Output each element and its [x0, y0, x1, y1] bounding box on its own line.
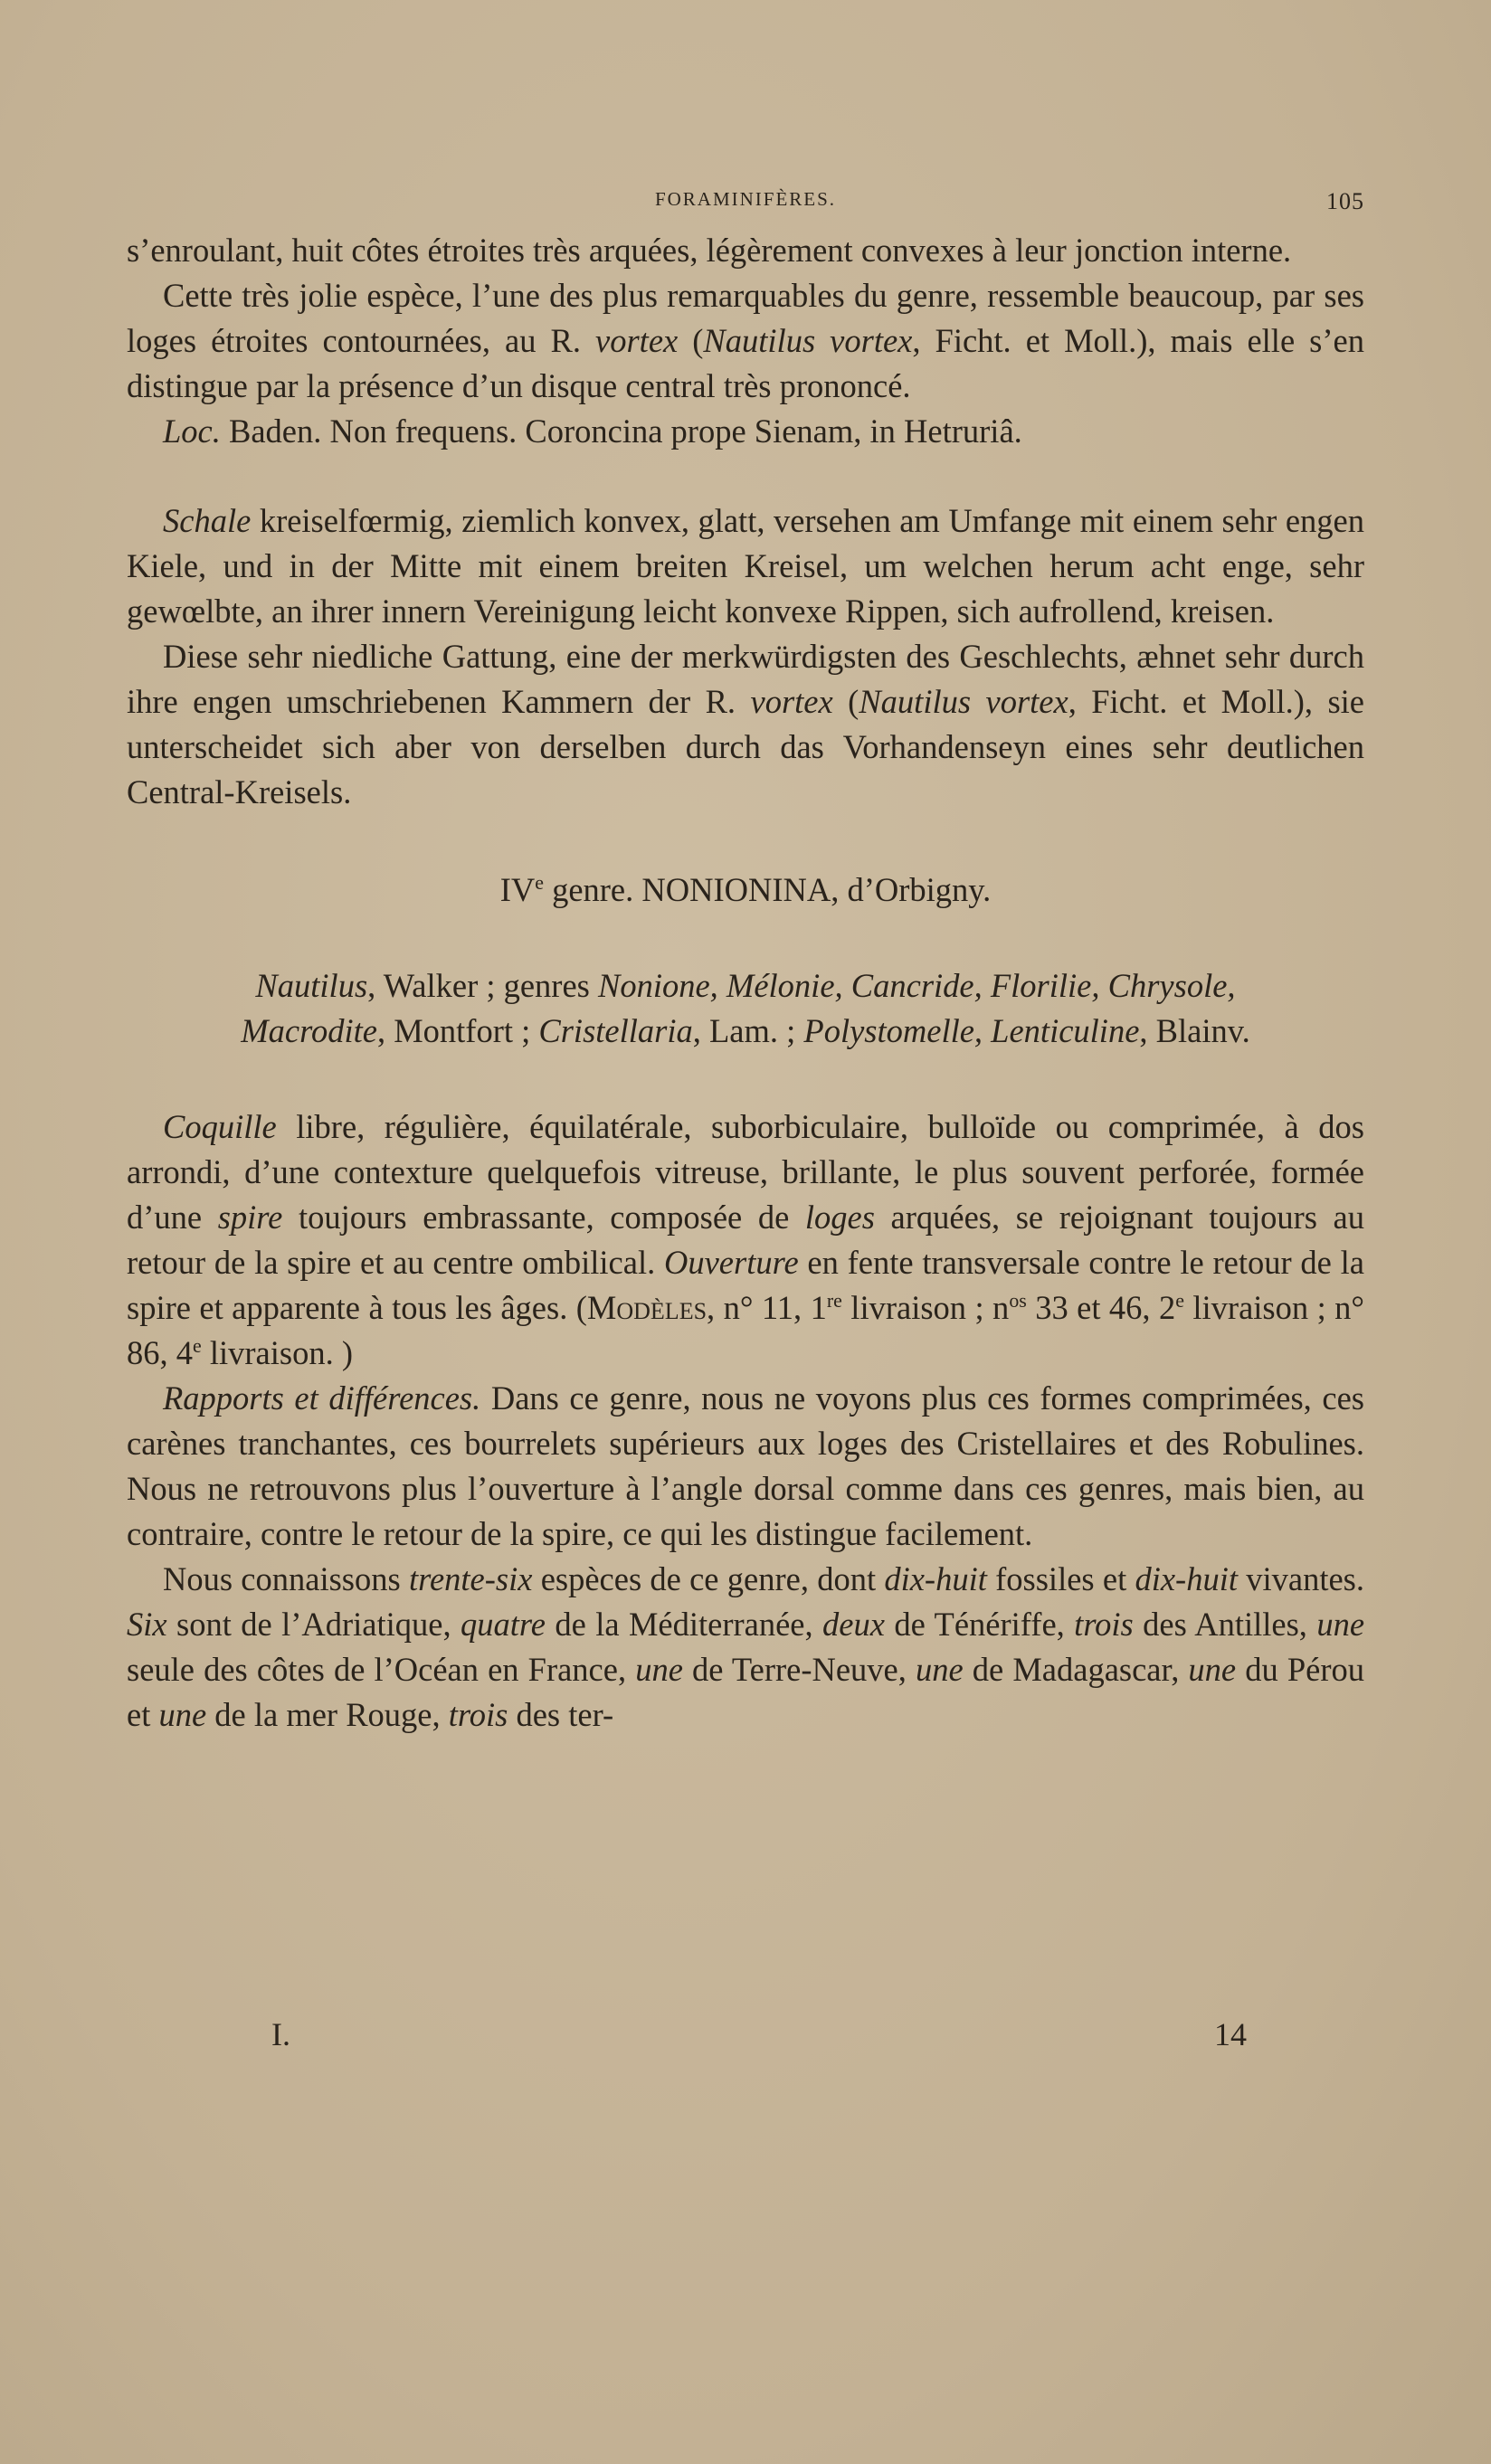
paragraph-coquille — [127, 1104, 1364, 1376]
italic-span: une — [915, 1651, 964, 1688]
text-span: de la Méditerranée, — [545, 1606, 823, 1643]
text-span: de Terre-Neuve, — [682, 1651, 916, 1688]
superscript: os — [1009, 1288, 1027, 1312]
text-span: , Montfort ; — [376, 1012, 539, 1049]
text-span: arquées, se rejoignant toujours au retour de la spire et au centre ombilical. — [127, 1199, 1364, 1281]
text-span: de Ténériffe, — [884, 1606, 1075, 1643]
text-span: des ter- — [508, 1696, 614, 1733]
text-span: , Walker ; genres — [367, 967, 598, 1004]
italic-span: une — [1316, 1606, 1365, 1643]
text-span: , Blainv. — [1139, 1012, 1250, 1049]
paragraph-continuation: s’enroulant, huit côtes étroites très arquées, légèrement convexes à leur jonction interne. — [127, 232, 1292, 269]
italic-span: Loc. — [163, 412, 221, 450]
paragraph-species-count — [127, 1557, 1364, 1738]
italic-span: quatre — [461, 1606, 546, 1643]
italic-span: Nonione, Mélonie, Cancride, Florilie, Chrysole, Macrodite — [241, 967, 1236, 1049]
italic-span: Schale — [163, 502, 252, 539]
italic-span: Ouverture — [663, 1244, 799, 1281]
text-span: livraison ; n — [841, 1289, 1010, 1326]
text-span: livraison ; n° 86, 4 — [127, 1289, 1364, 1371]
italic-span: une — [635, 1651, 683, 1688]
text-span: Cette très jolie espèce, l’une des plus remarquables du genre, ressemble beaucoup, par ses loges étroites contournées, au R. — [127, 277, 1364, 359]
paragraph-german-description — [127, 498, 1364, 634]
text-span: Nous connaissons — [163, 1560, 409, 1597]
italic-span: trois — [448, 1696, 508, 1733]
text-span: Diese sehr niedliche Gattung, eine der merkwürdigsten des Geschlechts, æhnet sehr durch ihre engen umschriebenen Kammern der R. — [127, 638, 1364, 720]
italic-span: dix-huit — [884, 1560, 987, 1597]
text-span: fossiles et — [986, 1560, 1135, 1597]
text-span: genre. NONIONINA, d’Orbigny. — [543, 871, 992, 908]
italic-span: Rapports et différences. — [163, 1379, 481, 1417]
running-title: FORAMINIFÈRES. — [654, 188, 837, 210]
text-span: de Madagascar, — [963, 1651, 1189, 1688]
italic-span: trente-six — [408, 1560, 533, 1597]
genre-heading — [127, 867, 1364, 913]
signature-mark: 14 — [1214, 2016, 1247, 2052]
italic-span: Nautilus vortex — [703, 322, 913, 359]
italic-span: trois — [1074, 1606, 1134, 1643]
italic-span: dix-huit — [1135, 1560, 1238, 1597]
text-span: en fente transversale contre le retour de la spire et apparente à tous les âges. ( — [127, 1244, 1364, 1326]
superscript: re — [826, 1288, 842, 1312]
paragraph-german-comparison — [127, 634, 1364, 815]
page-footer — [127, 2015, 1364, 2061]
text-span: du Pérou et — [127, 1651, 1364, 1733]
text-span: toujours embrassante, composée de — [282, 1199, 805, 1236]
text-span: de la mer Rouge, — [206, 1696, 449, 1733]
italic-span: Cristellaria — [538, 1012, 693, 1049]
paragraph-locality — [127, 409, 1364, 454]
text-span: ( — [832, 683, 859, 720]
text-span: kreiselfœrmig, ziemlich konvex, glatt, versehen am Umfange mit einem sehr engen Kiele, und in der Mitte mit einem breiten Kreisel, um welchen herum acht enge, sehr gewœlbte, an ihrer innern Vereinigung leicht konvexe Rippen, sich aufrollend, kreisen. — [127, 502, 1364, 630]
superscript: e — [193, 1333, 202, 1357]
italic-span: Nautilus — [255, 967, 368, 1004]
text-span: , n° 11, 1 — [707, 1289, 827, 1326]
text-span: IV — [499, 871, 536, 908]
superscript: e — [1175, 1288, 1184, 1312]
italic-span: Six — [127, 1606, 167, 1643]
paragraph-french-description — [127, 273, 1364, 409]
text-span: Dans ce genre, nous ne voyons plus ces formes comprimées, ces carènes tranchantes, ces bourrelets supérieurs aux loges des Cristellaires et des Robulines. Nous ne retrouvons plus l’ouverture à l’angle dorsal comme dans ces genres, mais bien, au contraire, contre le retour de la spire, ce qui les distingue facilement. — [127, 1379, 1364, 1552]
volume-mark: I. — [271, 2016, 290, 2052]
text-span: , Ficht. et Moll.), mais elle s’en distingue par la présence d’un disque central très prononcé. — [127, 322, 1364, 404]
italic-span: vortex — [750, 683, 833, 720]
text-span: ( — [678, 322, 704, 359]
text-span: vivantes. — [1238, 1560, 1365, 1597]
text-span: espèces de ce genre, dont — [532, 1560, 885, 1597]
italic-span: Nautilus vortex — [859, 683, 1068, 720]
text-body — [127, 228, 1364, 1738]
superscript: e — [535, 870, 544, 894]
italic-span: une — [1188, 1651, 1237, 1688]
synonymy-line — [127, 963, 1364, 1054]
italic-span: Polystomelle, Lenticuline — [803, 1012, 1140, 1049]
italic-span: une — [158, 1696, 207, 1733]
italic-span: Coquille — [163, 1108, 277, 1145]
text-span: , Lam. ; — [692, 1012, 804, 1049]
text-span: libre, régulière, équilatérale, suborbiculaire, bulloïde ou comprimée, à dos arrondi, d’une contexture quelquefois vitreuse, brillante, le plus souvent perforée, formée d’une — [127, 1108, 1364, 1236]
running-header — [127, 188, 1364, 219]
italic-span: spire — [217, 1199, 283, 1236]
page-number: 105 — [1326, 188, 1364, 214]
italic-span: vortex — [595, 322, 679, 359]
text-span: sont de l’Adriatique, — [166, 1606, 461, 1643]
italic-span: loges — [804, 1199, 875, 1236]
paragraph-rapports — [127, 1376, 1364, 1557]
text-span: 33 et 46, 2 — [1026, 1289, 1176, 1326]
text-span: Baden. Non frequens. Coroncina prope Sienam, in Hetruriâ. — [220, 412, 1022, 450]
text-span: livraison. ) — [201, 1334, 353, 1371]
text-span: des Antilles, — [1133, 1606, 1317, 1643]
text-span: , Ficht. et Moll.), sie unterscheidet sich aber von derselben durch das Vorhandenseyn eines sehr deutlichen Central-Kreisels. — [127, 683, 1365, 810]
text-span: seule des côtes de l’Océan en France, — [127, 1651, 636, 1688]
italic-span: deux — [822, 1606, 885, 1643]
small-caps-span: Modèles — [586, 1289, 708, 1326]
